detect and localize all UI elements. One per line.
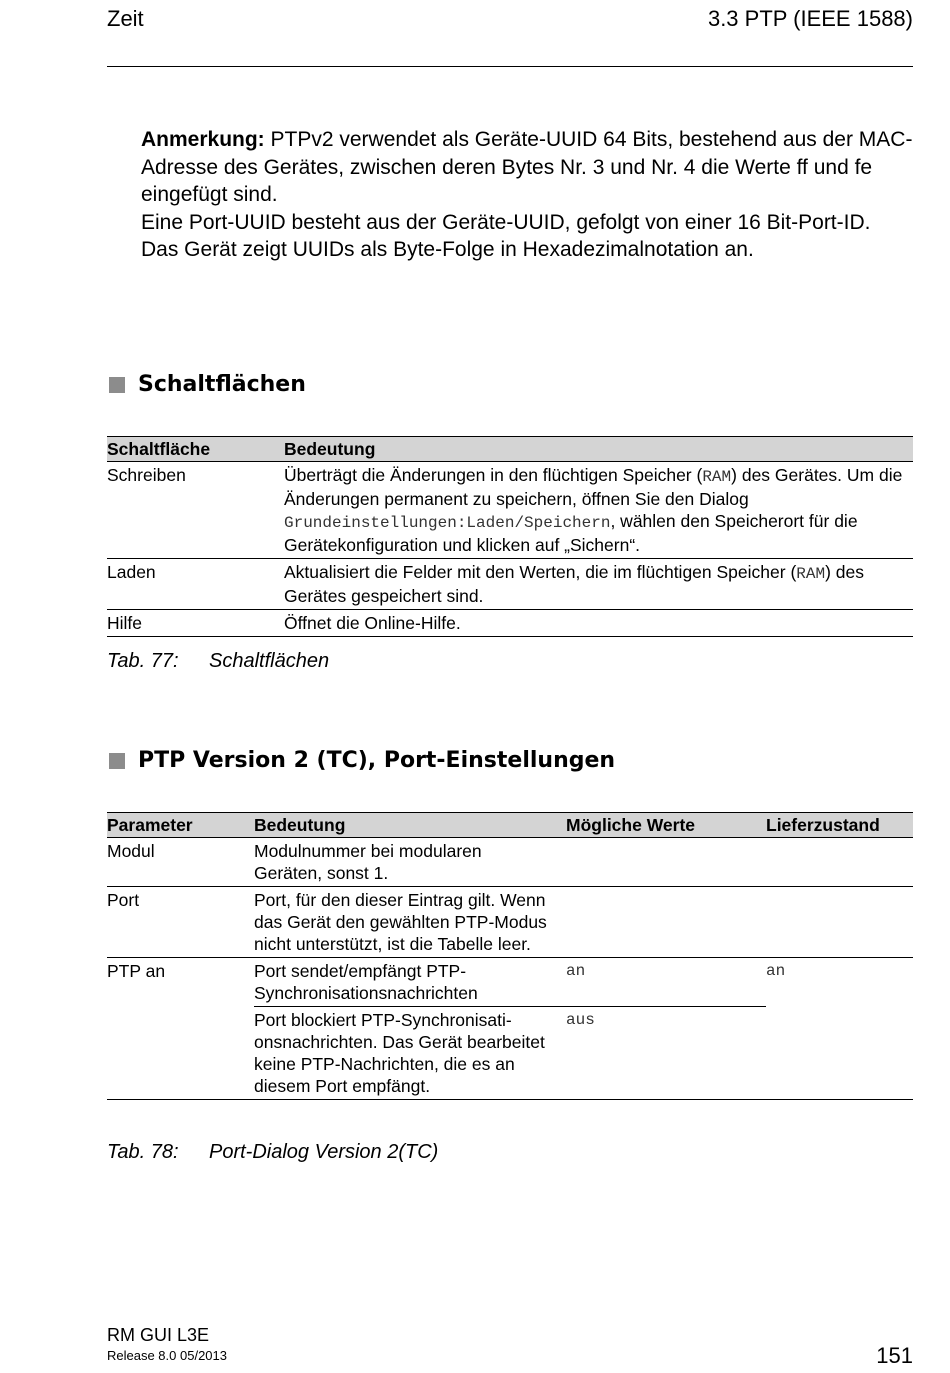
- button-name: Hilfe: [107, 610, 284, 637]
- column-header: Schaltfläche: [107, 437, 284, 462]
- table-row: [107, 958, 913, 1007]
- possible-value: an: [566, 958, 766, 1007]
- column-header: Mögliche Werte: [566, 813, 766, 838]
- code-text: Grundeinstellungen:Laden/Speichern: [284, 514, 611, 532]
- table-header-row: [107, 437, 913, 462]
- button-meaning: Überträgt die Änderungen in den flüchtigen Speicher (RAM) des Gerätes. Um die Änderungen permanent zu speichern, öffnen Sie den Dialog Grundeinstellungen:Laden/Speichern, wählen den Speicherort für die Gerätekonfiguration und klicken auf „Sichern“.: [284, 462, 913, 559]
- parameter-meaning: Port, für den dieser Eintrag gilt. Wenn das Gerät den gewählten PTP-Modus nicht unterstützt, ist die Tabelle leer.: [254, 887, 566, 958]
- footer-doc-name: RM GUI L3E: [107, 1325, 210, 1345]
- buttons-table: [107, 436, 913, 637]
- column-header: Parameter: [107, 813, 254, 838]
- note-label: Anmerkung:: [141, 128, 265, 151]
- square-bullet-icon: [109, 753, 125, 769]
- parameter-name: PTP an: [107, 958, 254, 1100]
- note-paragraph-3: Das Gerät zeigt UUIDs als Byte-Folge in Hexadezimalnotation an.: [141, 238, 754, 261]
- caption-number: Tab. 78:: [107, 1141, 179, 1163]
- caption-text: Port-Dialog Version 2(TC): [209, 1141, 439, 1163]
- parameter-meaning: Port blockiert PTP-Synchronisati-onsnachrichten. Das Gerät bearbeitet keine PTP-Nachrichten, die es an diesem Port empfängt.: [254, 1007, 566, 1100]
- note-block: [141, 126, 921, 264]
- button-meaning: Aktualisiert die Felder mit den Werten, die im flüchtigen Speicher (RAM) des Gerätes gespeichert sind.: [284, 559, 913, 610]
- note-paragraph-1: [141, 126, 921, 209]
- caption-text: Schaltflächen: [209, 650, 330, 672]
- square-bullet-icon: [109, 377, 125, 393]
- footer-release: Release 8.0 05/2013: [107, 1348, 227, 1363]
- parameter-meaning: Port sendet/empfängt PTP-Synchronisationsnachrichten: [254, 958, 566, 1007]
- note-text-1: PTPv2 verwendet als Geräte-UUID 64 Bits, bestehend aus der MAC-Adresse des Gerätes, zwischen deren Bytes Nr. 3 und Nr. 4 die Werte ff und fe eingefügt sind.: [141, 128, 913, 206]
- table-row: [107, 838, 913, 887]
- table-caption: [107, 650, 329, 673]
- possible-value: aus: [566, 1007, 766, 1100]
- section-title: PTP Version 2 (TC), Port-Einstellungen: [138, 748, 616, 773]
- table-header-row: [107, 813, 913, 838]
- default-value: an: [766, 958, 913, 1100]
- parameter-meaning: Modulnummer bei modularen Geräten, sonst 1.: [254, 838, 566, 887]
- caption-number: Tab. 77:: [107, 650, 179, 672]
- column-header: Lieferzustand: [766, 813, 913, 838]
- parameter-name: Port: [107, 887, 254, 958]
- header-rule: [107, 66, 913, 67]
- column-header: Bedeutung: [254, 813, 566, 838]
- table-row: [107, 462, 913, 559]
- parameter-name: Modul: [107, 838, 254, 887]
- table-row: [107, 610, 913, 637]
- port-settings-table: [107, 812, 913, 1100]
- page-number: 151: [876, 1343, 913, 1368]
- code-text: RAM: [702, 468, 732, 486]
- section-heading-buttons: [109, 372, 306, 397]
- table-row: [107, 887, 913, 958]
- column-header: Bedeutung: [284, 437, 913, 462]
- section-heading-port-settings: [109, 748, 615, 773]
- code-text: RAM: [796, 565, 826, 583]
- button-meaning: Öffnet die Online-Hilfe.: [284, 610, 913, 637]
- section-title: Schaltflächen: [138, 372, 306, 397]
- note-paragraph-2: Eine Port-UUID besteht aus der Geräte-UUID, gefolgt von einer 16 Bit-Port-ID.: [141, 210, 871, 234]
- header-section: 3.3 PTP (IEEE 1588): [707, 6, 913, 31]
- table-caption: [107, 1141, 438, 1164]
- table-row: [107, 559, 913, 610]
- button-name: Schreiben: [107, 462, 284, 559]
- button-name: Laden: [107, 559, 284, 610]
- header-chapter: Zeit: [107, 6, 144, 31]
